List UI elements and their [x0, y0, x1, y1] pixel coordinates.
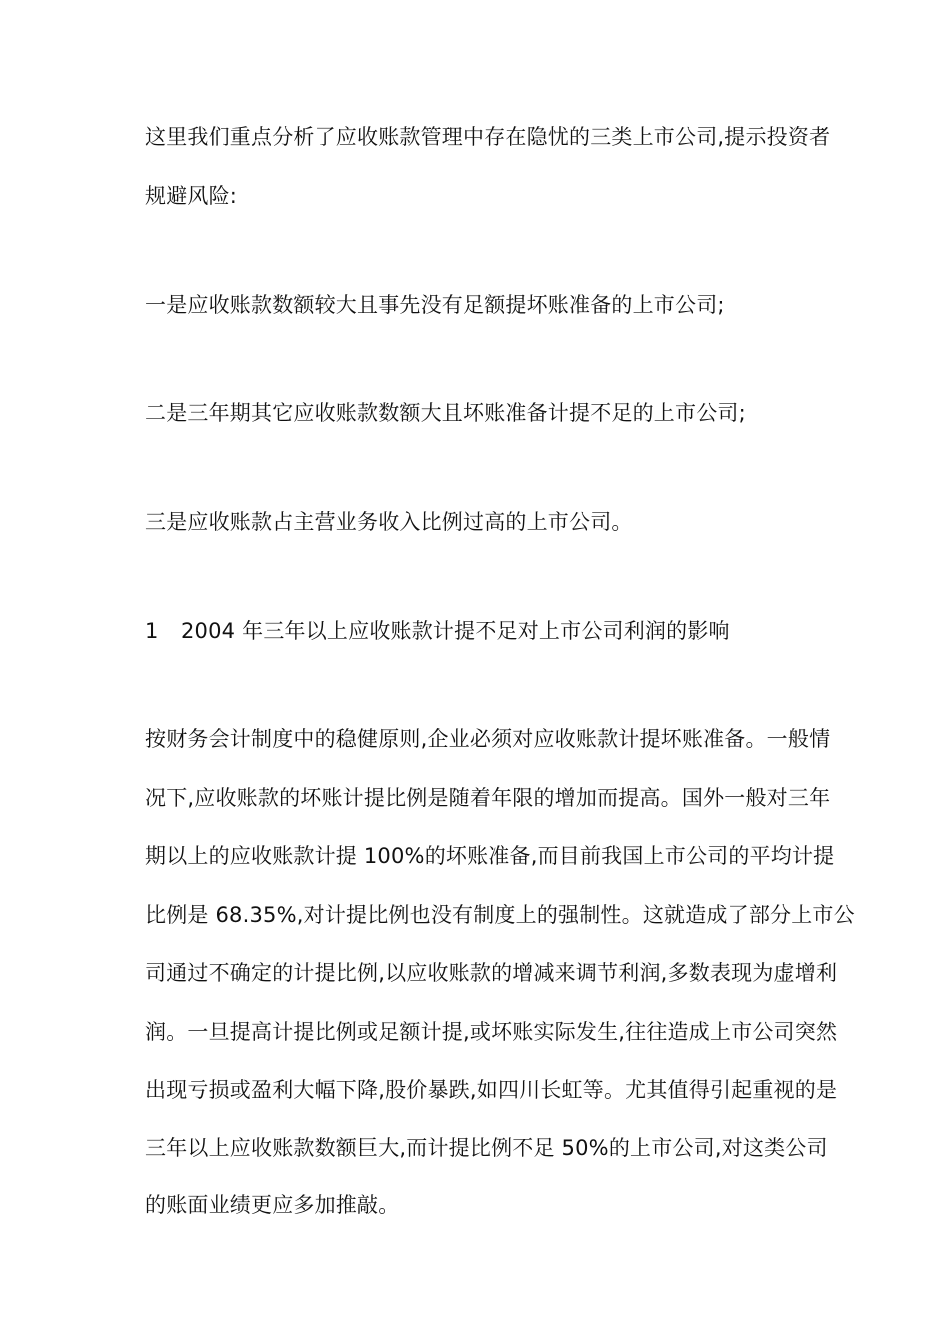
- body-line: 润。一旦提高计提比例或足额计提,或坏账实际发生,往往造成上市公司突然: [145, 1020, 838, 1044]
- point-3: 三是应收账款占主营业务收入比例过高的上市公司。: [145, 510, 633, 534]
- body-line: 司通过不确定的计提比例,以应收账款的增减来调节利润,多数表现为虚增利: [145, 961, 838, 985]
- intro-line-1: 这里我们重点分析了应收账款管理中存在隐忧的三类上市公司,提示投资者: [145, 125, 831, 149]
- body-line: 比例是 68.35%,对计提比例也没有制度上的强制性。这就造成了部分上市公: [145, 903, 855, 927]
- intro-line-2: 规避风险:: [145, 184, 238, 208]
- section-title: 2004 年三年以上应收账款计提不足对上市公司利润的影响: [181, 619, 730, 643]
- body-line: 出现亏损或盈利大幅下降,股价暴跌,如四川长虹等。尤其值得引起重视的是: [145, 1078, 838, 1102]
- body-line: 期以上的应收账款计提 100%的坏账准备,而目前我国上市公司的平均计提: [145, 844, 835, 868]
- body-line: 三年以上应收账款数额巨大,而计提比例不足 50%的上市公司,对这类公司: [145, 1136, 828, 1160]
- point-1: 一是应收账款数额较大且事先没有足额提坏账准备的上市公司;: [145, 293, 725, 317]
- body-line: 按财务会计制度中的稳健原则,企业必须对应收账款计提坏账准备。一般情: [145, 727, 831, 751]
- section-number: 1: [145, 619, 159, 643]
- section-heading: [145, 616, 730, 646]
- body-line: 的账面业绩更应多加推敲。: [145, 1193, 400, 1217]
- body-line: 况下,应收账款的坏账计提比例是随着年限的增加而提高。国外一般对三年: [145, 786, 831, 810]
- point-2: 二是三年期其它应收账款数额大且坏账准备计提不足的上市公司;: [145, 401, 746, 425]
